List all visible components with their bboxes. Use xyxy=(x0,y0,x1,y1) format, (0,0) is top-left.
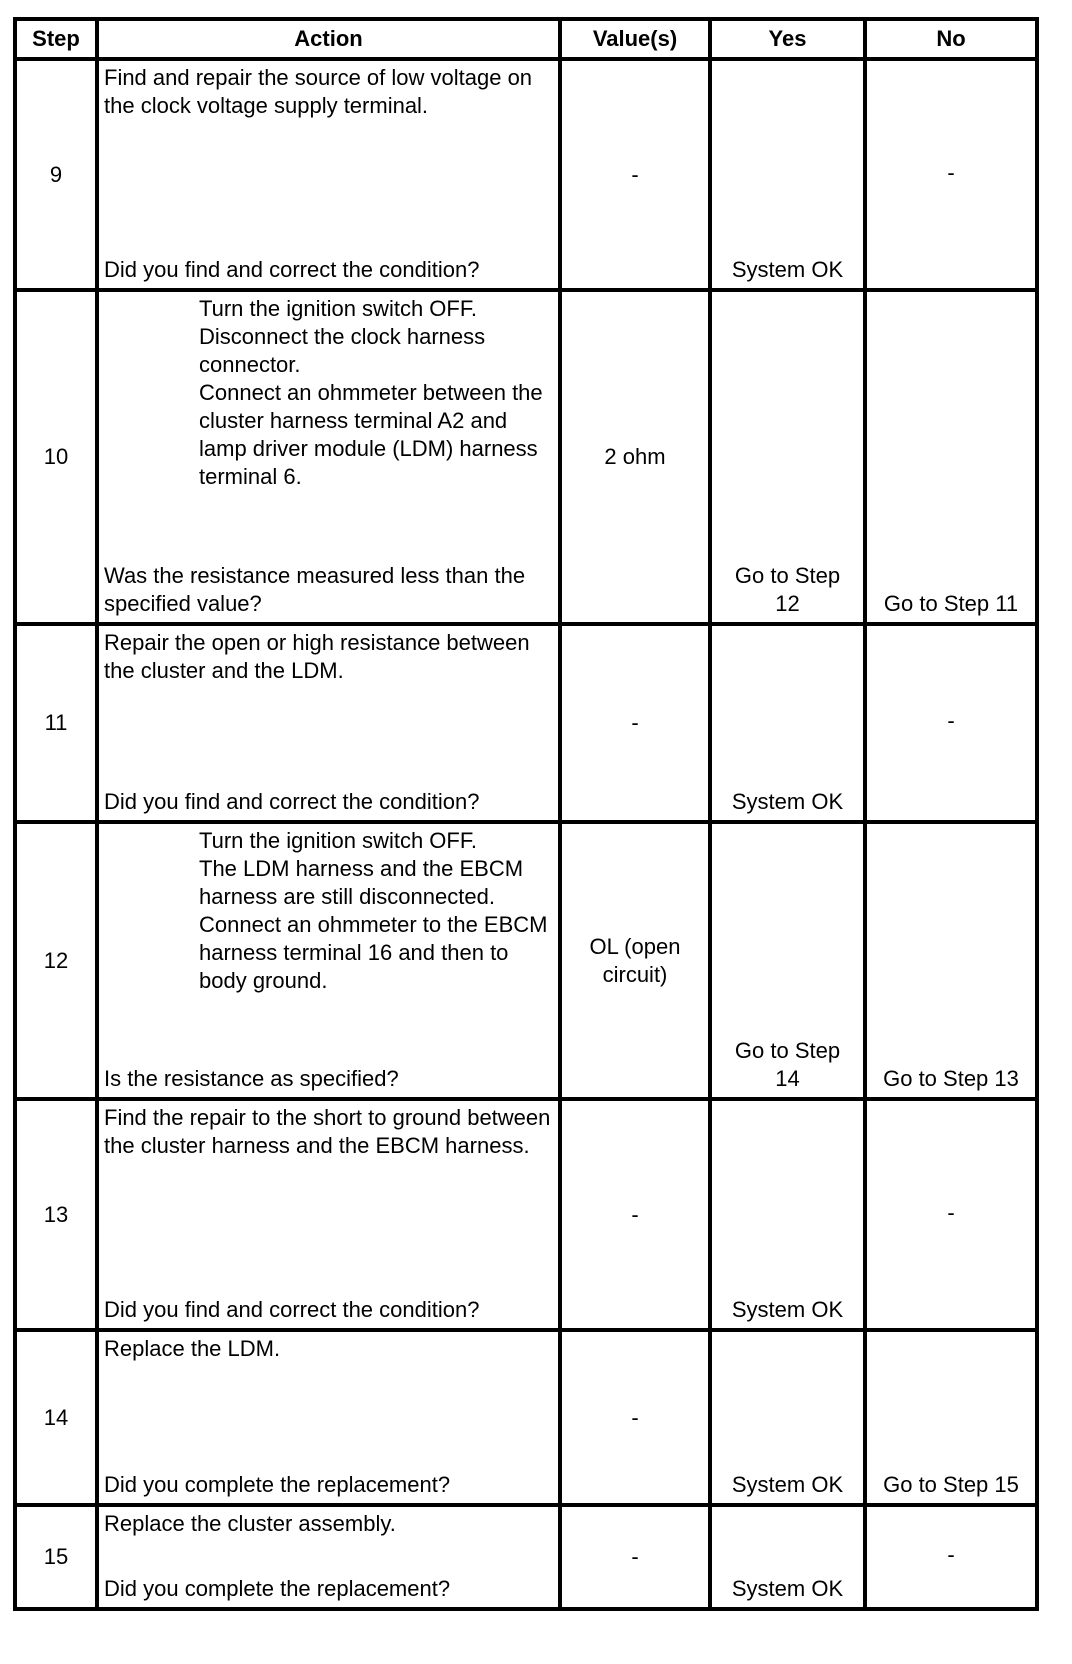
yes-cell: Go to Step 14 xyxy=(710,822,865,1099)
action-line: Find and repair the source of low voltage on the clock voltage supply terminal. xyxy=(104,65,533,118)
value-cell: - xyxy=(560,1330,710,1505)
action-steps xyxy=(104,1335,554,1363)
action-question: Was the resistance measured less than the specified value? xyxy=(104,563,526,616)
table-row xyxy=(15,822,1037,1099)
table-row xyxy=(15,624,1037,822)
action-line: The LDM harness and the EBCM harness are still disconnected. xyxy=(199,856,524,909)
action-line: Find the repair to the short to ground between the cluster harness and the EBCM harness. xyxy=(104,1105,551,1158)
action-line: Repair the open or high resistance between the cluster and the LDM. xyxy=(104,630,530,683)
value-cell: - xyxy=(560,59,710,290)
action-cell xyxy=(97,1099,560,1330)
no-cell: - xyxy=(865,1505,1037,1609)
action-question: Is the resistance as specified? xyxy=(104,1066,399,1091)
no-cell: Go to Step 11 xyxy=(865,290,1037,624)
no-cell: Go to Step 13 xyxy=(865,822,1037,1099)
table-row xyxy=(15,1330,1037,1505)
action-cell xyxy=(97,1505,560,1609)
yes-cell: System OK xyxy=(710,59,865,290)
header-yes: Yes xyxy=(710,19,865,59)
header-row xyxy=(15,19,1037,59)
no-cell: - xyxy=(865,59,1037,290)
action-question: Did you find and correct the condition? xyxy=(104,789,480,814)
action-cell xyxy=(97,1330,560,1505)
action-line: Disconnect the clock harness connector. xyxy=(199,324,486,377)
action-line: Connect an ohmmeter to the EBCM harness terminal 16 and then to body ground. xyxy=(199,912,548,993)
no-cell: Go to Step 15 xyxy=(865,1330,1037,1505)
action-steps xyxy=(104,64,554,120)
action-line: Turn the ignition switch OFF. xyxy=(199,828,477,853)
action-question: Did you complete the replacement? xyxy=(104,1472,451,1497)
table-row xyxy=(15,290,1037,624)
step-number: 10 xyxy=(15,290,97,624)
yes-cell: System OK xyxy=(710,624,865,822)
step-number: 12 xyxy=(15,822,97,1099)
step-number: 9 xyxy=(15,59,97,290)
action-line: Replace the cluster assembly. xyxy=(104,1511,396,1536)
value-cell: - xyxy=(560,1099,710,1330)
action-question: Did you find and correct the condition? xyxy=(104,1297,480,1322)
value-cell: - xyxy=(560,1505,710,1609)
step-number: 13 xyxy=(15,1099,97,1330)
header-step: Step xyxy=(15,19,97,59)
header-values: Value(s) xyxy=(560,19,710,59)
action-steps xyxy=(104,1510,554,1538)
table-row xyxy=(15,59,1037,290)
action-cell xyxy=(97,822,560,1099)
no-cell: - xyxy=(865,624,1037,822)
value-cell: 2 ohm xyxy=(560,290,710,624)
action-cell xyxy=(97,624,560,822)
yes-cell: System OK xyxy=(710,1099,865,1330)
header-no: No xyxy=(865,19,1037,59)
value-cell: - xyxy=(560,624,710,822)
action-steps xyxy=(104,295,554,491)
action-cell xyxy=(97,59,560,290)
header-action: Action xyxy=(97,19,560,59)
action-line: Replace the LDM. xyxy=(104,1336,281,1361)
step-number: 15 xyxy=(15,1505,97,1609)
action-steps xyxy=(104,827,554,995)
value-cell: OL (open circuit) xyxy=(560,822,710,1099)
table-row xyxy=(15,1099,1037,1330)
no-cell: - xyxy=(865,1099,1037,1330)
yes-cell: System OK xyxy=(710,1505,865,1609)
step-number: 11 xyxy=(15,624,97,822)
step-number: 14 xyxy=(15,1330,97,1505)
yes-cell: Go to Step 12 xyxy=(710,290,865,624)
action-question: Did you complete the replacement? xyxy=(104,1576,451,1601)
action-steps xyxy=(104,629,554,685)
yes-cell: System OK xyxy=(710,1330,865,1505)
diagnostic-table xyxy=(13,17,1039,1611)
table-row xyxy=(15,1505,1037,1609)
action-steps xyxy=(104,1104,554,1160)
action-cell xyxy=(97,290,560,624)
action-line: Connect an ohmmeter between the cluster harness terminal A2 and lamp driver module (LDM) harness terminal 6. xyxy=(199,380,543,489)
action-question: Did you find and correct the condition? xyxy=(104,257,480,282)
action-line: Turn the ignition switch OFF. xyxy=(199,296,477,321)
